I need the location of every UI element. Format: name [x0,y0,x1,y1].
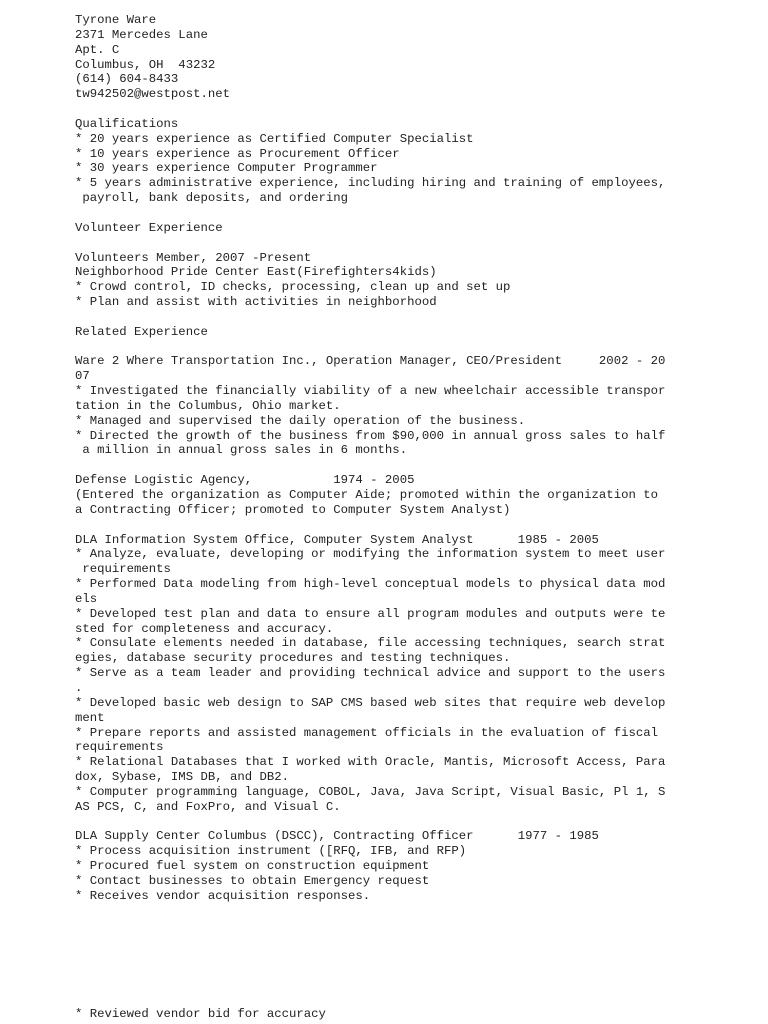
text-line: * 10 years experience as Procurement Officer [75,146,400,161]
text-line: * Developed test plan and data to ensure all program modules and outputs were te [75,606,666,621]
text-line: tation in the Columbus, Ohio market. [75,398,341,413]
text-line: DLA Supply Center Columbus (DSCC), Contracting Officer 1977 - 1985 [75,829,599,844]
text-line: * Relational Databases that I worked with Oracle, Mantis, Microsoft Access, Para [75,755,666,770]
text-line: Qualifications [75,116,179,131]
text-line: * Performed Data modeling from high-level conceptual models to physical data mod [75,577,666,592]
text-line: * Managed and supervised the daily operation of the business. [75,413,526,428]
text-line: Related Experience [75,324,208,339]
text-line: * Directed the growth of the business from $90,000 in annual gross sales to half [75,428,666,443]
text-line: * 20 years experience as Certified Computer Specialist [75,131,474,146]
text-line: * Analyze, evaluate, developing or modifying the information system to meet user [75,547,666,562]
text-line: sted for completeness and accuracy. [75,621,334,636]
blank-line [75,815,715,830]
text-line: tw942502@westpost.net [75,87,230,102]
blank-line [75,310,715,325]
text-line: (614) 604-8433 [75,72,179,87]
resume-document [75,13,715,904]
text-line: ment [75,710,105,725]
text-line: Tyrone Ware [75,13,157,27]
text-line: * Plan and assist with activities in neighborhood [75,295,437,310]
text-line: requirements [75,740,164,755]
text-line: * Process acquisition instrument ([RFQ, IFB, and RFP) [75,844,467,859]
text-line: * 30 years experience Computer Programmer [75,161,378,176]
text-line: 2371 Mercedes Lane [75,27,208,42]
resume-footer-line: * Reviewed vendor bid for accuracy [75,1007,326,1021]
text-line: * Procured fuel system on construction equipment [75,859,430,874]
text-line: * Developed basic web design to SAP CMS based web sites that require web develop [75,695,666,710]
text-line: * Prepare reports and assisted management officials in the evaluation of fiscal [75,725,658,740]
text-line: a Contracting Officer; promoted to Computer System Analyst) [75,502,511,517]
text-line: (Entered the organization as Computer Aide; promoted within the organization to [75,488,658,502]
blank-line [75,102,715,117]
blank-line [75,458,715,473]
text-line: * Consulate elements needed in database, file accessing techniques, search strat [75,636,666,651]
text-line: a million in annual gross sales in 6 months. [75,443,408,458]
text-line: * Crowd control, ID checks, processing, clean up and set up [75,280,511,295]
text-line: Volunteer Experience [75,220,223,235]
text-line: * Serve as a team leader and providing technical advice and support to the users [75,666,666,681]
text-line: * Receives vendor acquisition responses. [75,888,371,903]
blank-line [75,206,715,221]
text-line: els [75,591,98,606]
text-line: egies, database security procedures and testing techniques. [75,651,511,666]
text-line: Ware 2 Where Transportation Inc., Operation Manager, CEO/President 2002 - 20 [75,354,666,369]
text-line: dox, Sybase, IMS DB, and DB2. [75,770,290,785]
text-line: * Computer programming language, COBOL, Java, Java Script, Visual Basic, Pl 1, S [75,784,666,799]
text-line: AS PCS, C, and FoxPro, and Visual C. [75,799,341,814]
text-line: payroll, bank deposits, and ordering [75,191,349,206]
text-line: Neighborhood Pride Center East(Firefighters4kids) [75,265,437,280]
text-line: * Investigated the financially viability of a new wheelchair accessible transpor [75,384,666,399]
blank-line [75,340,715,355]
text-line: Volunteers Member, 2007 -Present [75,250,312,265]
blank-line [75,236,715,251]
blank-line [75,518,715,533]
text-line: Apt. C [75,42,120,57]
text-line: DLA Information System Office, Computer System Analyst 1985 - 2005 [75,532,599,547]
text-line: 07 [75,369,90,384]
text-line: Defense Logistic Agency, 1974 - 2005 [75,473,415,488]
text-line: * 5 years administrative experience, including hiring and training of employees, [75,176,666,191]
text-line: * Contact businesses to obtain Emergency request [75,873,430,888]
text-line: Columbus, OH 43232 [75,57,216,72]
text-line: . [75,680,83,695]
text-line: requirements [75,562,171,577]
